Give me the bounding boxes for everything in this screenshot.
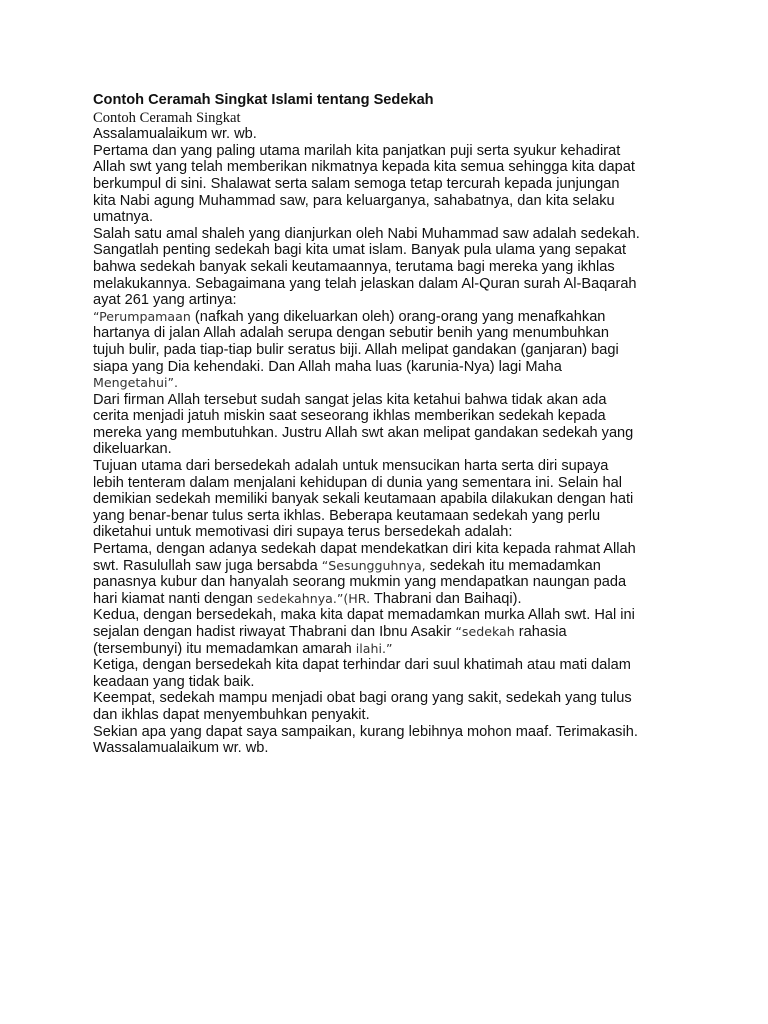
text-line: berkumpul di sini. Shalawat serta salam semoga tetap tercurah kepada junjungan — [93, 175, 620, 192]
text-run: “sedekah — [455, 624, 515, 639]
text-line — [93, 309, 733, 326]
text-line: Sangatlah penting sedekah bagi kita umat islam. Banyak pula ulama yang sepakat — [93, 242, 627, 259]
paragraph-pertama — [93, 541, 733, 607]
text-line: kita Nabi agung Muhammad saw, para keluarganya, sahabatnya, dan kita selaku — [93, 192, 615, 209]
text-line: bahwa sedekah banyak sekali keutamaannya, terutama bagi mereka yang ikhlas — [93, 258, 615, 275]
text-line: panasnya kubur dan hanyalah seorang mukmin yang mendapatkan naungan pada — [93, 574, 627, 591]
text-line: Mengetahui”. — [93, 375, 178, 391]
text-line: umatnya. — [93, 209, 154, 226]
text-run: (nafkah yang dikeluarkan oleh) orang-orang yang menafkahkan — [190, 308, 606, 325]
text-line: hartanya di jalan Allah adalah serupa dengan sebutir benih yang menumbuhkan — [93, 325, 610, 342]
document-page — [93, 92, 733, 757]
paragraph-intro — [93, 143, 733, 226]
text-line — [93, 641, 733, 658]
text-line: Allah swt yang telah memberikan nikmatnya kepada kita semua sehingga kita dapat — [93, 159, 635, 176]
paragraph-kedua — [93, 607, 733, 657]
text-run: sedekahnya.”(HR. — [256, 590, 371, 606]
text-line — [93, 591, 733, 608]
text-run: Thabrani dan Baihaqi). — [370, 590, 522, 607]
farewell: Wassalamualaikum wr. wb. — [93, 740, 269, 757]
text-line: diketahui untuk memotivasi diri supaya terus bersedekah adalah: — [93, 524, 513, 541]
text-line: Dari firman Allah tersebut sudah sangat jelas kita ketahui bahwa tidak akan ada — [93, 391, 607, 408]
text-run: (tersembunyi) itu memadamkan amarah — [93, 640, 356, 657]
text-run: sejalan dengan hadist riwayat Thabrani dan Ibnu Asakir — [93, 624, 456, 640]
document-subtitle: Contoh Ceramah Singkat — [93, 109, 241, 126]
text-line: Ketiga, dengan bersedekah kita dapat terhindar dari suul khatimah atau mati dalam — [93, 657, 631, 674]
paragraph-keempat — [93, 690, 733, 723]
greeting: Assalamualaikum wr. wb. — [93, 126, 257, 143]
text-run: “Sesungguhnya, — [321, 557, 426, 573]
text-line: keadaan yang tidak baik. — [93, 673, 255, 690]
text-line: demikian sedekah memiliki banyak sekali keutamaan apabila dilakukan dengan hati — [93, 491, 634, 508]
text-run: ilahi.” — [355, 640, 393, 656]
text-line: Kedua, dengan bersedekah, maka kita dapat memadamkan murka Allah swt. Hal ini — [93, 607, 635, 624]
text-line: mereka yang membutuhkan. Justru Allah swt akan melipat gandakan sedekah yang — [93, 424, 634, 441]
text-line: dikeluarkan. — [93, 441, 172, 458]
text-run: swt. Rasulullah saw juga bersabda — [93, 557, 322, 574]
text-run: sedekah itu memadamkan — [425, 557, 601, 574]
text-run: rahasia — [514, 624, 567, 640]
text-run: hari kiamat nanti dengan — [93, 590, 257, 607]
text-line — [93, 624, 733, 641]
text-line: melakukannya. Sebagaimana yang telah jelaskan dalam Al-Quran surah Al-Baqarah — [93, 275, 637, 292]
document-title: Contoh Ceramah Singkat Islami tentang Sedekah — [93, 92, 434, 108]
text-line: siapa yang Dia kehendaki. Dan Allah maha luas (karunia-Nya) lagi Maha — [93, 358, 562, 375]
text-line: Pertama, dengan adanya sedekah dapat mendekatkan diri kita kepada rahmat Allah — [93, 541, 636, 558]
text-line: lebih tenteram dalam menjalani kehidupan di dunia yang sementara ini. Selain hal — [93, 474, 622, 491]
paragraph-sedekah — [93, 226, 733, 309]
text-line: dan ikhlas dapat menyembuhkan penyakit. — [93, 706, 370, 723]
paragraph-tujuan — [93, 458, 733, 541]
text-line: Keempat, sedekah mampu menjadi obat bagi orang yang sakit, sedekah yang tulus — [93, 690, 632, 707]
text-line: cerita menjadi jatuh miskin saat seseorang ikhlas memberikan sedekah kepada — [93, 408, 606, 425]
text-line — [93, 558, 733, 575]
closing-line: Sekian apa yang dapat saya sampaikan, kurang lebihnya mohon maaf. Terimakasih. — [93, 723, 638, 740]
quote-open: “Perumpamaan — [93, 308, 191, 324]
text-line: yang benar-benar tulus serta ikhlas. Beberapa keutamaan sedekah yang perlu — [93, 507, 601, 524]
paragraph-firman — [93, 392, 733, 458]
text-line: Pertama dan yang paling utama marilah kita panjatkan puji serta syukur kehadirat — [93, 142, 621, 159]
paragraph-ketiga — [93, 657, 733, 690]
text-line: Salah satu amal shaleh yang dianjurkan oleh Nabi Muhammad saw adalah sedekah. — [93, 225, 640, 242]
text-line: ayat 261 yang artinya: — [93, 292, 237, 309]
text-line: Tujuan utama dari bersedekah adalah untuk mensucikan harta serta diri supaya — [93, 458, 609, 475]
paragraph-quote — [93, 309, 733, 392]
text-line: tujuh bulir, pada tiap-tiap bulir seratus biji. Allah melipat gandakan (ganjaran) bagi — [93, 341, 619, 358]
